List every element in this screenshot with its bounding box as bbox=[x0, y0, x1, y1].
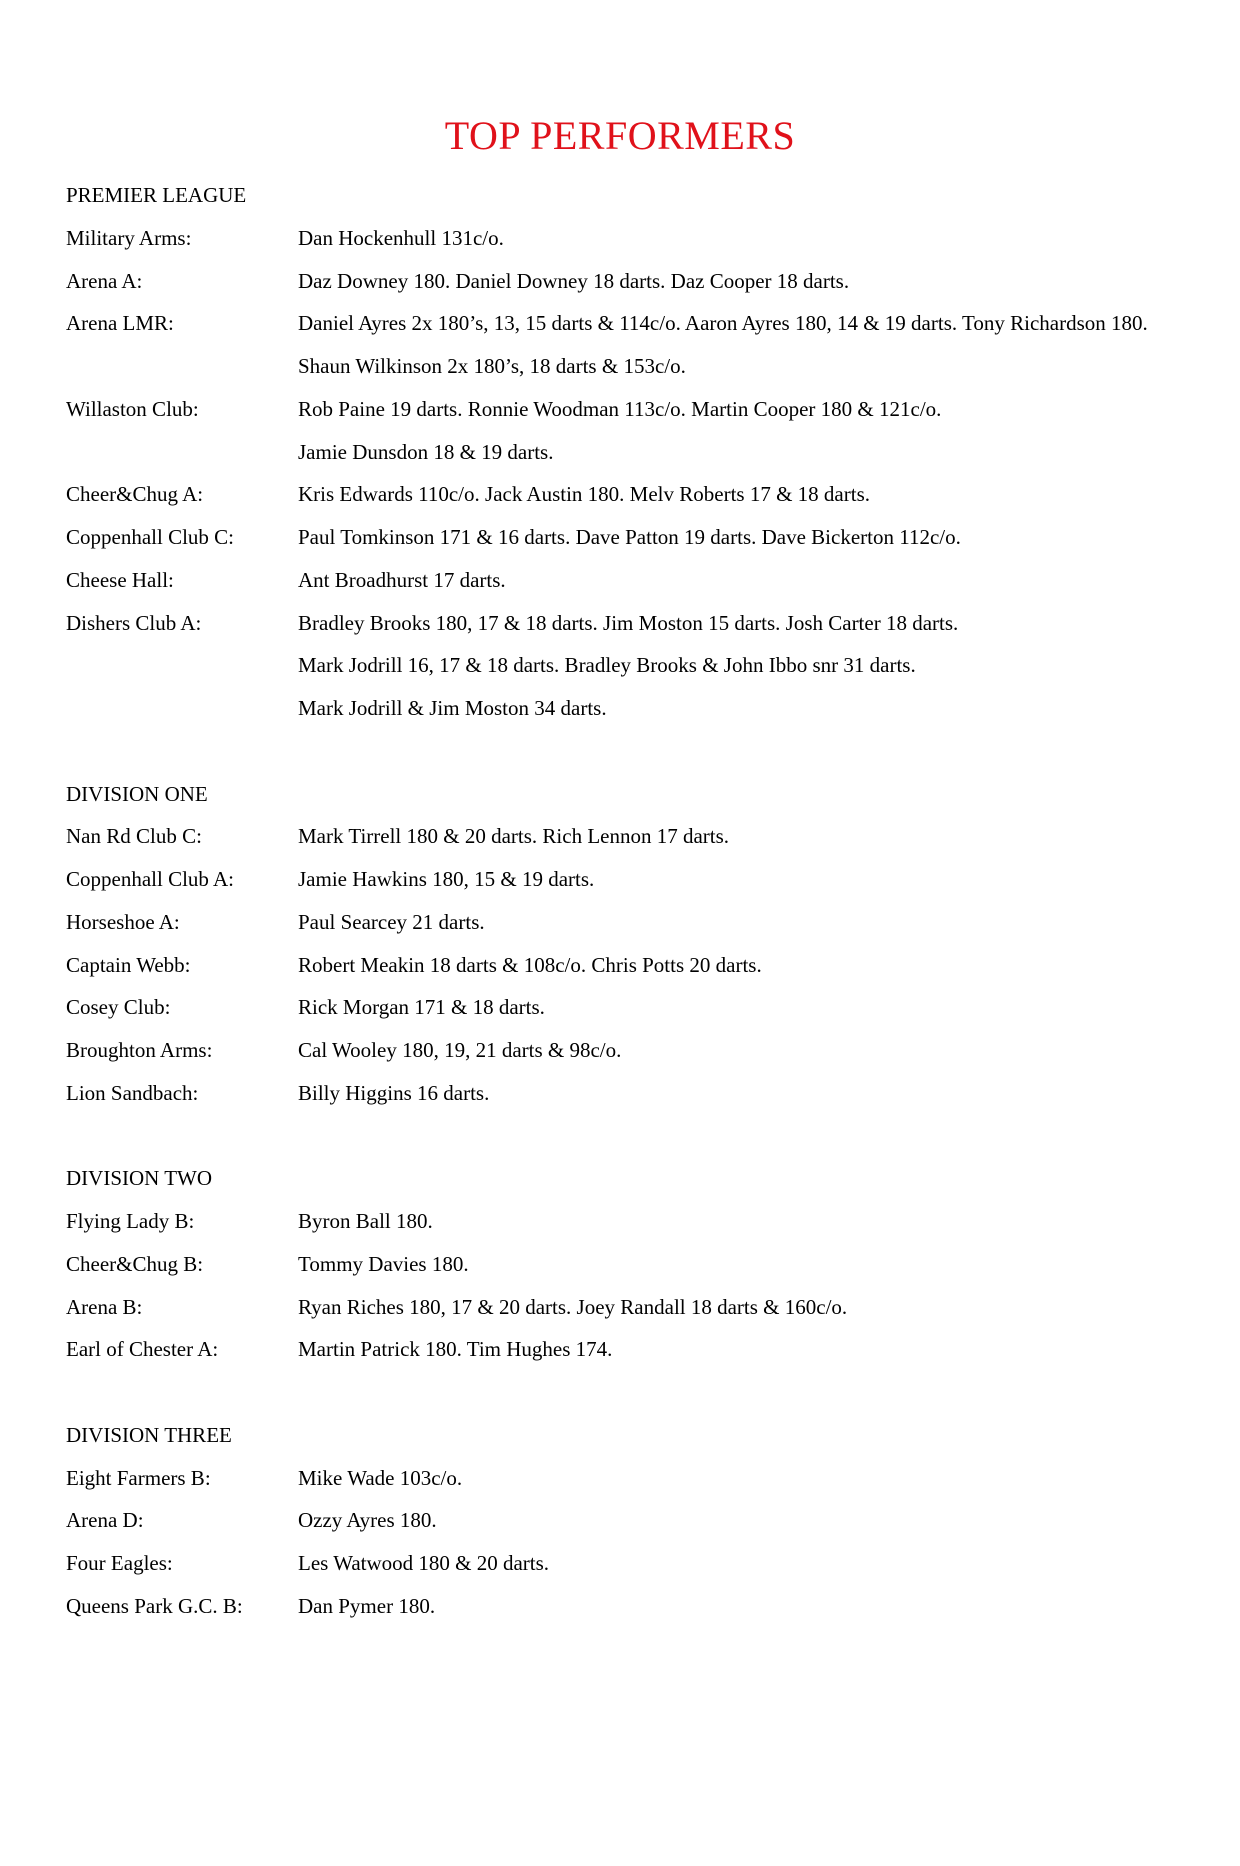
club-name: Arena A: bbox=[66, 268, 143, 293]
club-name: Four Eagles: bbox=[66, 1551, 173, 1575]
performer-row bbox=[66, 1243, 1184, 1286]
section-rows bbox=[66, 815, 1184, 1114]
performer-row bbox=[66, 1457, 1184, 1500]
league-section bbox=[66, 773, 1184, 1115]
club-name: Broughton Arms: bbox=[66, 1038, 213, 1062]
club-name: Captain Webb: bbox=[66, 952, 191, 977]
section-heading: DIVISION THREE bbox=[66, 1422, 232, 1447]
sections-container bbox=[0, 174, 1240, 1628]
performance-text: Rick Morgan 171 & 18 darts. bbox=[298, 995, 545, 1020]
performance-text: Jamie Hawkins 180, 15 & 19 darts. bbox=[298, 867, 595, 891]
club-name bbox=[66, 644, 298, 687]
performance-text: Tommy Davies 180. bbox=[298, 1251, 469, 1276]
performer-row bbox=[66, 644, 1184, 687]
performer-row bbox=[66, 815, 1184, 858]
performer-row bbox=[66, 559, 1184, 602]
club-name bbox=[66, 345, 298, 388]
performer-row bbox=[66, 1542, 1184, 1585]
performance-text: Mark Jodrill 16, 17 & 18 darts. Bradley Brooks & John Ibbo snr 31 darts. bbox=[298, 653, 916, 678]
performer-row bbox=[66, 1499, 1184, 1542]
performer-row bbox=[66, 944, 1184, 987]
club-name: Arena D: bbox=[66, 1508, 144, 1533]
performance-text: Byron Ball 180. bbox=[298, 1209, 433, 1233]
performer-row bbox=[66, 516, 1184, 559]
performer-row bbox=[66, 302, 1184, 345]
club-name: Cheer&Chug B: bbox=[66, 1251, 204, 1276]
section-rows bbox=[66, 1200, 1184, 1371]
performer-row bbox=[66, 986, 1184, 1029]
performance-text: Dan Pymer 180. bbox=[298, 1593, 436, 1618]
performance-text: Billy Higgins 16 darts. bbox=[298, 1080, 490, 1105]
club-name: Arena B: bbox=[66, 1294, 143, 1319]
performance-text: Martin Patrick 180. Tim Hughes 174. bbox=[298, 1337, 613, 1362]
club-name: Coppenhall Club A: bbox=[66, 867, 234, 891]
performer-row bbox=[66, 345, 1184, 388]
performer-row bbox=[66, 1029, 1184, 1072]
section-heading: DIVISION TWO bbox=[66, 1166, 213, 1191]
performance-text: Dan Hockenhull 131c/o. bbox=[298, 225, 504, 250]
performance-text: Mark Jodrill & Jim Moston 34 darts. bbox=[298, 696, 607, 720]
performer-row bbox=[66, 431, 1184, 474]
performer-row bbox=[66, 473, 1184, 516]
club-name: Earl of Chester A: bbox=[66, 1337, 219, 1362]
performance-text: Les Watwood 180 & 20 darts. bbox=[298, 1551, 550, 1575]
club-name: Cheese Hall: bbox=[66, 567, 174, 592]
section-heading: DIVISION ONE bbox=[66, 781, 208, 806]
performer-row bbox=[66, 1286, 1184, 1329]
document-page bbox=[0, 112, 1240, 1866]
club-name: Queens Park G.C. B: bbox=[66, 1593, 243, 1618]
league-section bbox=[66, 1414, 1184, 1628]
performer-row bbox=[66, 1200, 1184, 1243]
performance-text: Daniel Ayres 2x 180’s, 13, 15 darts & 114c/o. Aaron Ayres 180, 14 & 19 darts. Tony Richardson 180. bbox=[298, 311, 1148, 336]
club-name bbox=[66, 687, 298, 730]
club-name: Cosey Club: bbox=[66, 995, 171, 1020]
club-name: Nan Rd Club C: bbox=[66, 824, 202, 849]
section-rows bbox=[66, 1457, 1184, 1628]
club-name: Horseshoe A: bbox=[66, 909, 180, 934]
performance-text: Mark Tirrell 180 & 20 darts. Rich Lennon 17 darts. bbox=[298, 824, 730, 849]
performance-text: Jamie Dunsdon 18 & 19 darts. bbox=[298, 439, 554, 464]
performance-text: Ozzy Ayres 180. bbox=[298, 1508, 437, 1533]
performance-text: Paul Tomkinson 171 & 16 darts. Dave Patton 19 darts. Dave Bickerton 112c/o. bbox=[298, 525, 961, 549]
performance-text: Kris Edwards 110c/o. Jack Austin 180. Melv Roberts 17 & 18 darts. bbox=[298, 482, 870, 507]
performer-row bbox=[66, 260, 1184, 303]
page-title: TOP PERFORMERS bbox=[444, 113, 796, 158]
performance-text: Cal Wooley 180, 19, 21 darts & 98c/o. bbox=[298, 1038, 622, 1062]
club-name bbox=[66, 431, 298, 474]
league-section bbox=[66, 1157, 1184, 1371]
performer-row bbox=[66, 1072, 1184, 1115]
performer-row bbox=[66, 602, 1184, 645]
performance-text: Shaun Wilkinson 2x 180’s, 18 darts & 153c/o. bbox=[298, 354, 686, 378]
performance-text: Ryan Riches 180, 17 & 20 darts. Joey Randall 18 darts & 160c/o. bbox=[298, 1294, 848, 1319]
performance-text: Daz Downey 180. Daniel Downey 18 darts. Daz Cooper 18 darts. bbox=[298, 268, 850, 293]
performer-row bbox=[66, 687, 1184, 730]
performance-text: Mike Wade 103c/o. bbox=[298, 1465, 463, 1490]
performance-text: Paul Searcey 21 darts. bbox=[298, 909, 485, 934]
club-name: Willaston Club: bbox=[66, 396, 199, 421]
club-name: Coppenhall Club C: bbox=[66, 525, 234, 549]
club-name: Arena LMR: bbox=[66, 311, 174, 336]
performer-row bbox=[66, 858, 1184, 901]
performance-text: Robert Meakin 18 darts & 108c/o. Chris Potts 20 darts. bbox=[298, 952, 762, 977]
club-name: Lion Sandbach: bbox=[66, 1080, 199, 1105]
section-rows bbox=[66, 217, 1184, 730]
performance-text: Bradley Brooks 180, 17 & 18 darts. Jim Moston 15 darts. Josh Carter 18 darts. bbox=[298, 610, 959, 635]
club-name: Eight Farmers B: bbox=[66, 1465, 211, 1490]
section-heading: PREMIER LEAGUE bbox=[66, 183, 247, 207]
club-name: Dishers Club A: bbox=[66, 610, 202, 635]
performer-row bbox=[66, 901, 1184, 944]
performance-text: Ant Broadhurst 17 darts. bbox=[298, 567, 506, 592]
performer-row bbox=[66, 1328, 1184, 1371]
performer-row bbox=[66, 217, 1184, 260]
club-name: Military Arms: bbox=[66, 225, 192, 250]
performer-row bbox=[66, 1585, 1184, 1628]
club-name: Flying Lady B: bbox=[66, 1209, 195, 1233]
club-name: Cheer&Chug A: bbox=[66, 482, 204, 507]
performance-text: Rob Paine 19 darts. Ronnie Woodman 113c/o. Martin Cooper 180 & 121c/o. bbox=[298, 396, 942, 421]
league-section bbox=[66, 174, 1184, 730]
performer-row bbox=[66, 388, 1184, 431]
